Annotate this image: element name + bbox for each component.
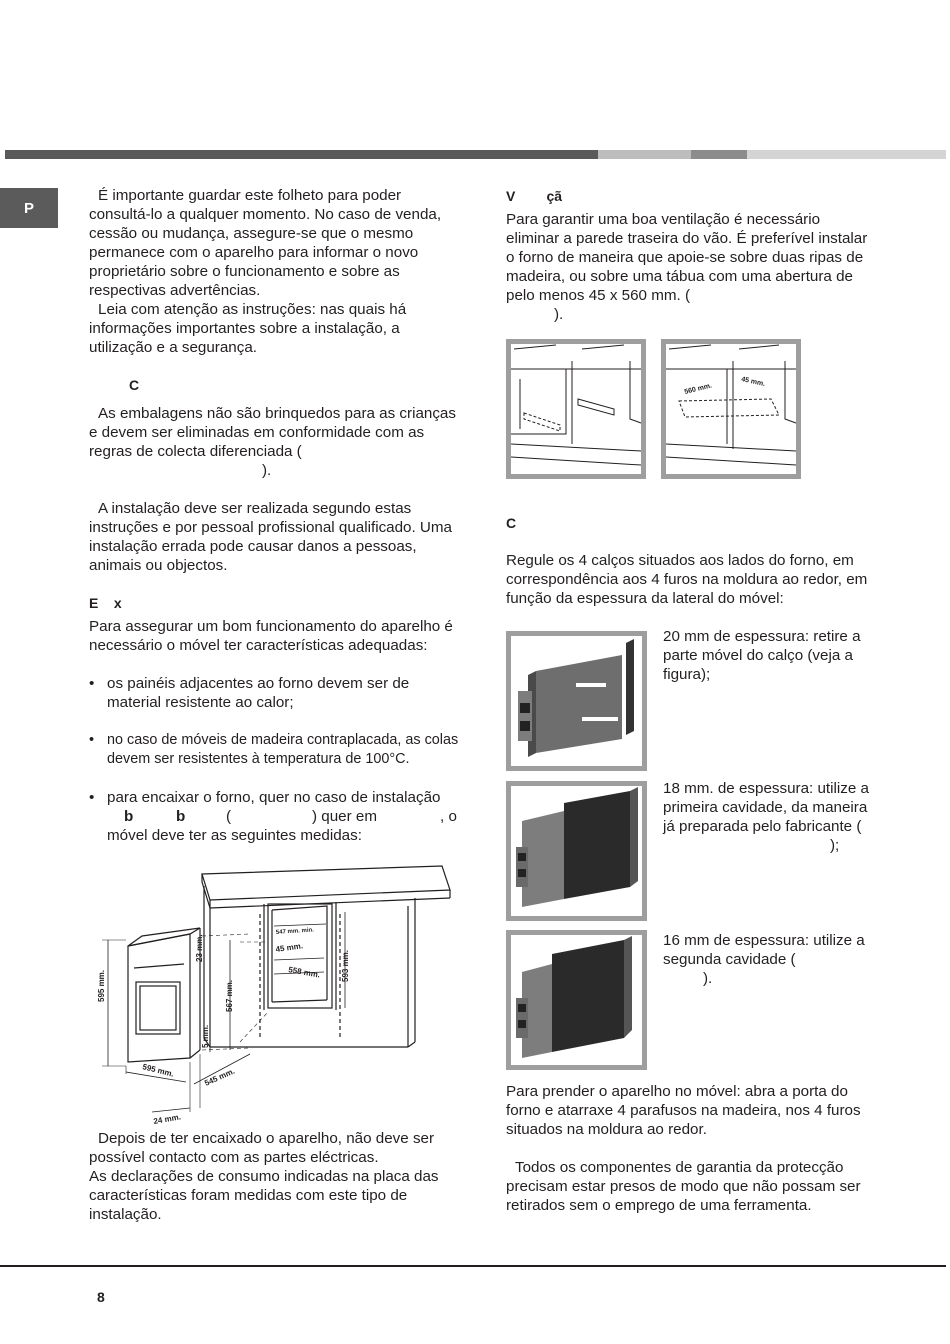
fig-dim-560: 560 mm.	[683, 382, 713, 396]
bullet-dot: •	[89, 732, 95, 748]
shim-figure-20mm	[506, 631, 647, 771]
bullet-3: • para encaixar o forno, quer no caso de instalação	[89, 789, 441, 806]
header-bar-light1	[598, 150, 691, 159]
fixing-paragraph: Para prender o aparelho no móvel: abra a porta do forno e atarraxe 4 parafusos na madeira, nos 4 furos situados na moldura ao redor.	[506, 1083, 861, 1138]
dim-558: 558 mm.	[287, 965, 321, 980]
installation-diagram	[90, 862, 462, 1127]
bullet-3-comma: , o	[440, 808, 457, 825]
installation-paragraph: A instalação deve ser realizada segundo estas instruções e por pessoal profissional qualificado. Uma instalação errada pode causar danos a pessoas, animais ou objectos.	[89, 500, 453, 574]
dim-567: 567 mm.	[225, 979, 234, 1012]
bullet-3-paren: (	[226, 808, 232, 825]
shim-16mm-end: ).	[703, 970, 713, 987]
header-bar-light2	[747, 150, 946, 159]
shim-figure-18mm	[506, 781, 647, 921]
bullet-3-b1: b	[124, 808, 134, 825]
language-tab: P	[0, 188, 58, 228]
heading-c: C	[129, 377, 140, 393]
shim-20mm-text: 20 mm de espessura: retire a parte móvel do calço (veja a figura);	[663, 628, 861, 683]
heading-c-right: C	[506, 515, 517, 531]
dim-547: 547 mm. min.	[275, 927, 315, 936]
bullet-dot: •	[89, 789, 95, 806]
dim-23: 23 mm.	[195, 934, 204, 962]
intro-paragraph-1: É importante guardar este folheto para poder consultá-lo a qualquer momento. No caso de venda, cessão ou mudança, assegure-se que o mesmo permanece com o aparelho para informar o novo proprietário sobre o funcionamento e sobre as respectivas advertências.	[89, 187, 442, 299]
shims-paragraph: Regule os 4 calços situados aos lados do forno, em correspondência aos 4 furos na moldura ao redor, em função da espessura da lateral do móvel:	[506, 552, 868, 607]
heading-e: E x	[89, 595, 122, 611]
bullet-1: • os painéis adjacentes ao forno devem ser de material resistente ao calor;	[89, 675, 410, 711]
dim-45: 45 mm.	[275, 941, 304, 954]
safety-paragraph: Todos os componentes de garantia da protecção precisam estar presos de modo que não possam ser retirados sem o emprego de uma ferramenta.	[506, 1159, 861, 1214]
after-paragraph-1: Depois de ter encaixado o aparelho, não deve ser possível contacto com as partes eléctricas.	[89, 1130, 435, 1166]
bullet-3-end: móvel deve ter as seguintes medidas:	[107, 827, 362, 844]
fig-dim-45: 45 mm.	[740, 376, 766, 388]
ventilation-figure-opening	[661, 339, 801, 479]
dim-593: 593 mm.	[341, 949, 350, 982]
ventilation-end: ).	[554, 306, 564, 323]
oven-cavity	[268, 904, 332, 1008]
packaging-end: ).	[262, 462, 272, 479]
shim-18mm-end: );	[830, 837, 840, 854]
dim-5: 5 mm.	[201, 1024, 210, 1048]
heading-ventilation: V çã	[506, 188, 563, 204]
footer-rule	[0, 1265, 946, 1267]
fit-paragraph: Para assegurar um bom funcionamento do aparelho é necessário o móvel ter características adequadas:	[89, 618, 453, 654]
oven-body	[128, 934, 190, 1062]
bullet-3-quer: ) quer em	[312, 808, 377, 825]
shim-16mm-text: 16 mm de espessura: utilize a segunda cavidade (	[663, 932, 865, 968]
countertop	[202, 866, 450, 900]
bullet-dot: •	[89, 675, 95, 692]
bullet-2: • no caso de móveis de madeira contraplacada, as colas devem ser resistentes à temperatura de 100°C.	[89, 732, 459, 767]
header-bar-dark	[5, 150, 598, 159]
intro-paragraph-2: Leia com atenção as instruções: nas quais há informações importantes sobre a instalação, a utilização e a segurança.	[89, 301, 407, 356]
dim-595-height: 595 mm.	[97, 969, 106, 1002]
packaging-paragraph: As embalagens não são brinquedos para as crianças e devem ser eliminadas em conformidade com as regras de colecta diferenciada (	[89, 405, 456, 460]
dim-24: 24 mm.	[152, 1112, 182, 1126]
ventilation-paragraph: Para garantir uma boa ventilação é necessário eliminar a parede traseira do vão. É preferível instalar o forno de maneira que apoie-se sobre duas ripas de madeira, ou sobre uma tábua com uma abertura de pelo menos 45 x 560 mm. (	[506, 211, 868, 304]
shim-18mm-text: 18 mm. de espessura: utilize a primeira cavidade, da maneira já preparada pelo fabricante (	[663, 780, 869, 835]
bullet-3-b2: b	[176, 808, 186, 825]
shim-figure-16mm	[506, 930, 647, 1070]
after-paragraph-2: As declarações de consumo indicadas na placa das características foram medidas com este tipo de instalação.	[89, 1168, 439, 1223]
header-bar-mid	[691, 150, 747, 159]
dim-595-width: 595 mm.	[141, 1062, 175, 1079]
page-number: 8	[97, 1289, 105, 1305]
oven-door-window	[136, 982, 180, 1034]
dim-545: 545 mm.	[203, 1066, 237, 1088]
ventilation-figure-slats	[506, 339, 646, 479]
